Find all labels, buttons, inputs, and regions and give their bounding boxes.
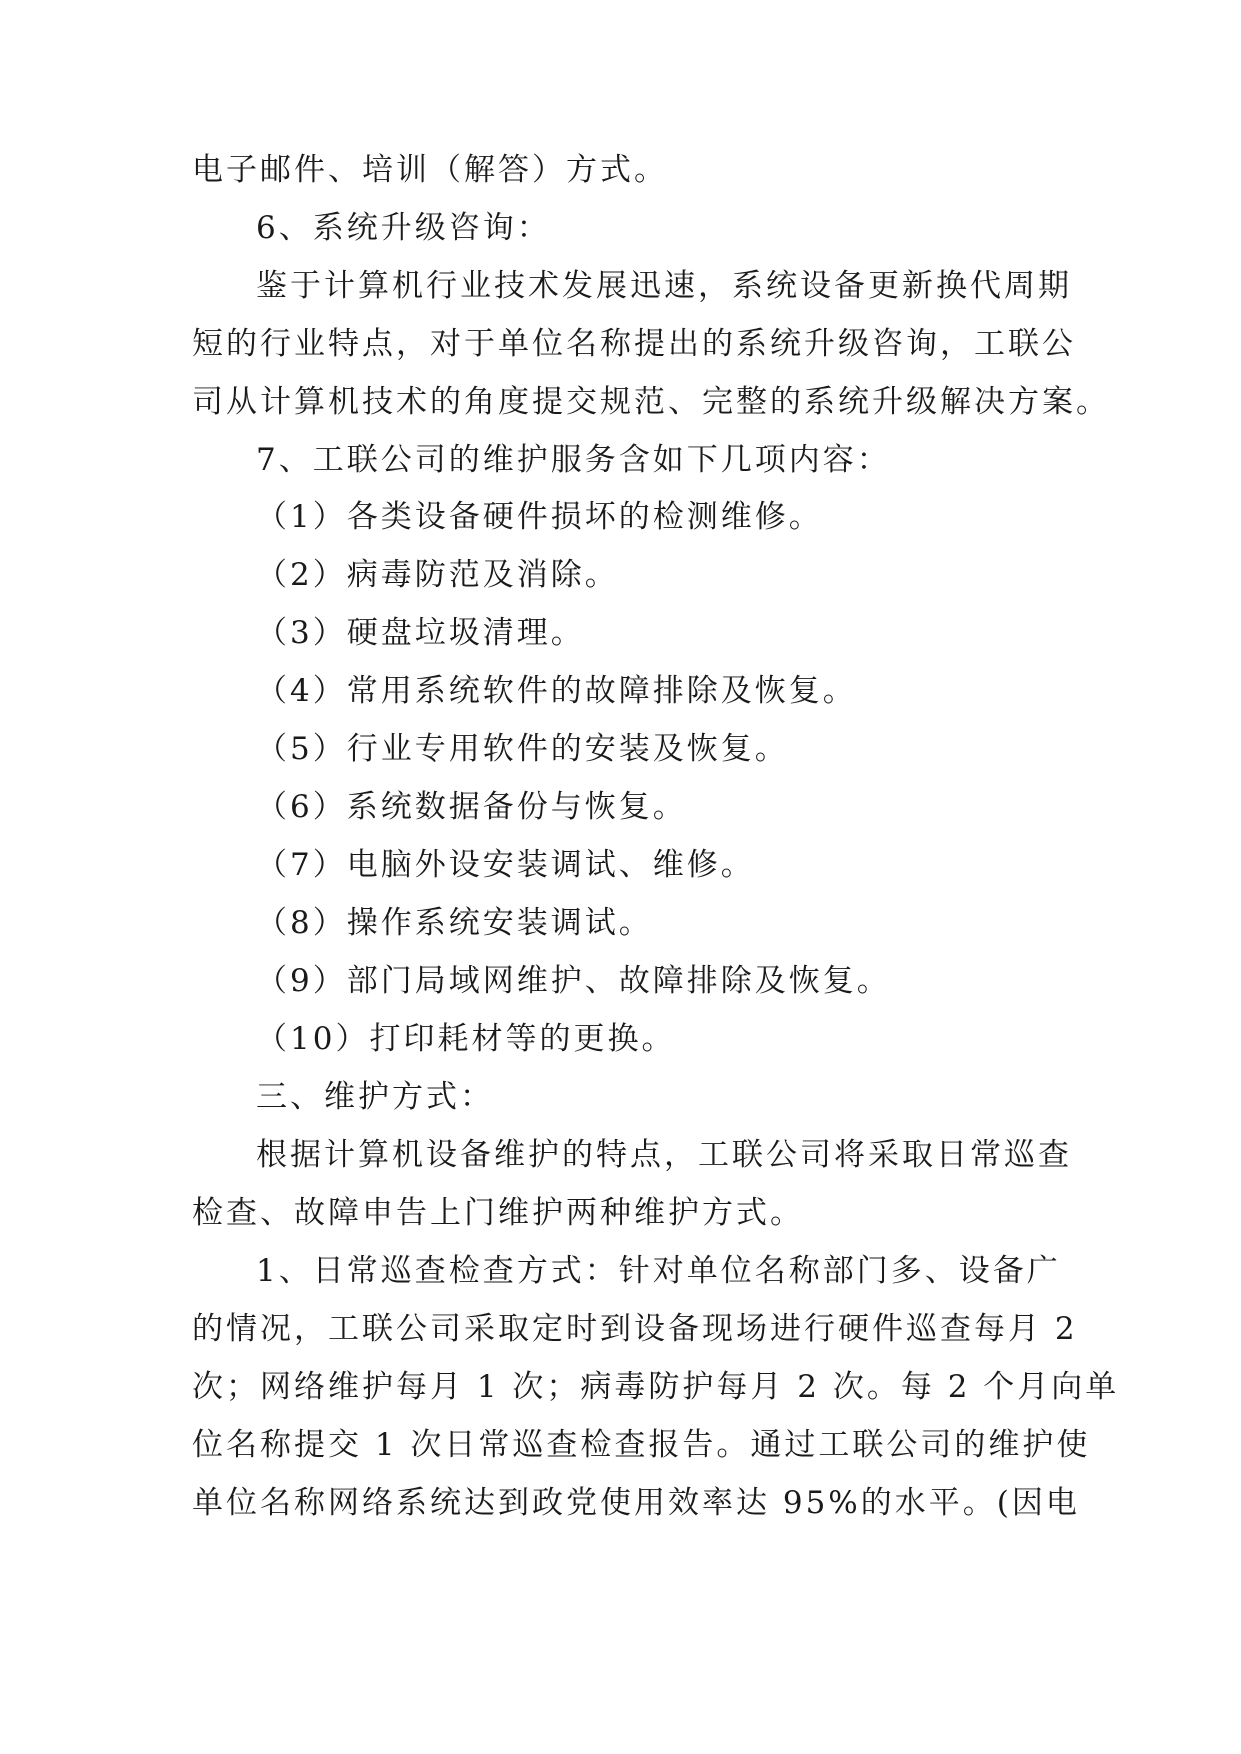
text-line-1: 电子邮件、培训（解答）方式。 [192,152,668,188]
service-item-2: （2）病毒防范及消除。 [256,557,619,593]
paragraph-maintenance-line-1: 根据计算机设备维护的特点，工联公司将采取日常巡查 [256,1137,1072,1173]
paragraph-upgrade-line-2: 短的行业特点，对于单位名称提出的系统升级咨询，工联公 [192,326,1076,362]
paragraph-patrol-line-3: 次；网络维护每月 1 次；病毒防护每月 2 次。每 2 个月向单 [192,1369,1120,1405]
paragraph-maintenance-line-2: 检查、故障申告上门维护两种维护方式。 [192,1195,804,1231]
paragraph-upgrade-line-3: 司从计算机技术的角度提交规范、完整的系统升级解决方案。 [192,384,1110,420]
service-item-1: （1）各类设备硬件损坏的检测维修。 [256,499,823,535]
section-heading-services: 7、工联公司的维护服务含如下几项内容： [256,442,891,478]
paragraph-patrol-line-2: 的情况，工联公司采取定时到设备现场进行硬件巡查每月 2 [192,1311,1078,1347]
service-item-9: （9）部门局域网维护、故障排除及恢复。 [256,963,891,999]
service-item-10: （10）打印耗材等的更换。 [256,1021,676,1057]
service-item-5: （5）行业专用软件的安装及恢复。 [256,731,789,767]
service-item-7: （7）电脑外设安装调试、维修。 [256,847,755,883]
service-item-6: （6）系统数据备份与恢复。 [256,789,687,825]
service-item-4: （4）常用系统软件的故障排除及恢复。 [256,673,857,709]
section-heading-maintenance: 三、维护方式： [256,1079,494,1115]
paragraph-patrol-line-1: 1、日常巡查检查方式：针对单位名称部门多、设备广 [256,1253,1061,1289]
paragraph-upgrade-line-1: 鉴于计算机行业技术发展迅速，系统设备更新换代周期 [256,268,1072,304]
service-item-3: （3）硬盘垃圾清理。 [256,615,585,651]
paragraph-patrol-line-5: 单位名称网络系统达到政党使用效率达 95%的水平。(因电 [192,1485,1080,1521]
paragraph-patrol-line-4: 位名称提交 1 次日常巡查检查报告。通过工联公司的维护使 [192,1427,1091,1463]
service-item-8: （8）操作系统安装调试。 [256,905,653,941]
section-heading-upgrade: 6、系统升级咨询： [256,210,551,246]
